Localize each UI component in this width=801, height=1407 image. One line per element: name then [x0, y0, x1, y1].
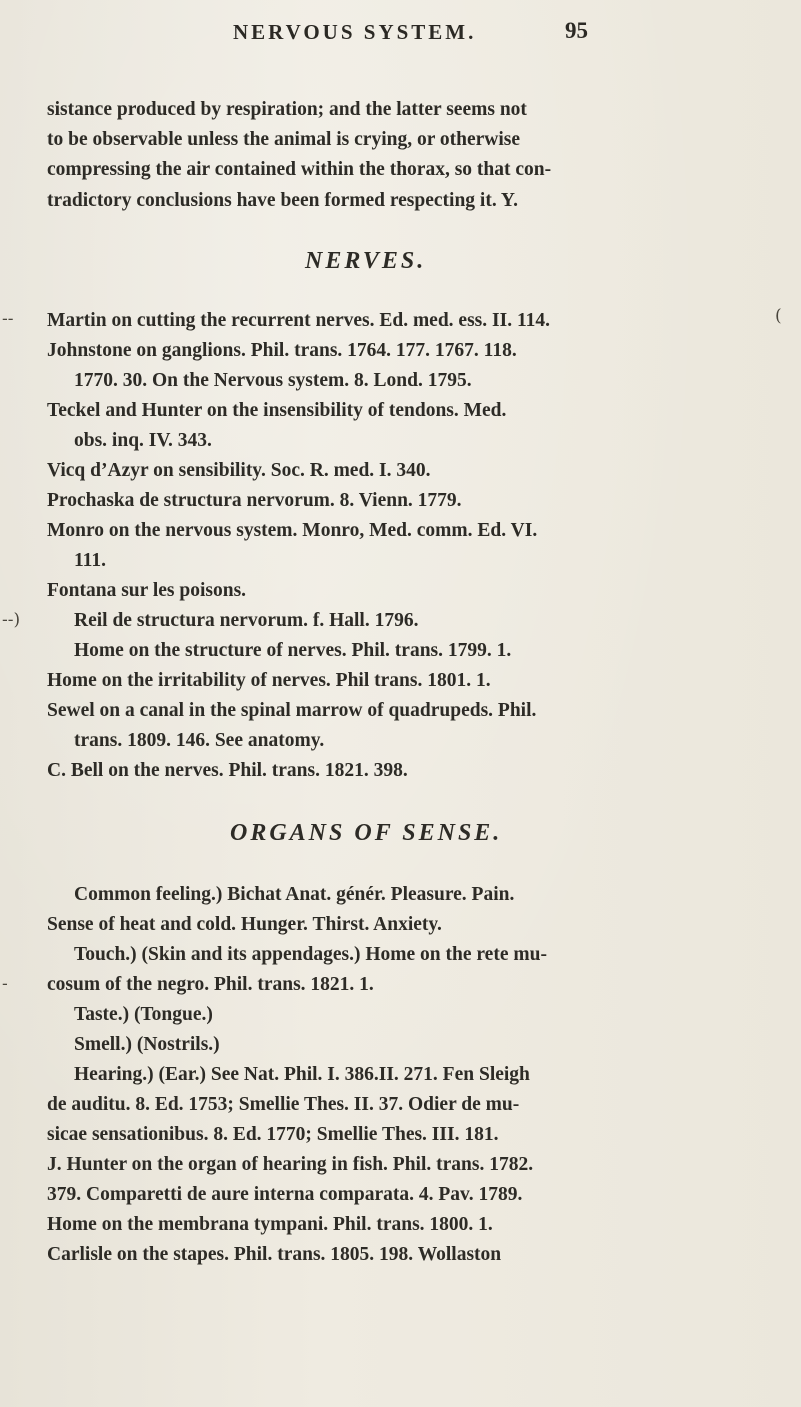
text-line: compressing the air contained within the thorax, so that con-: [47, 159, 552, 180]
page-number: 95: [565, 18, 588, 43]
reference-line: Teckel and Hunter on the insensibility of tendons. Med.: [47, 400, 507, 421]
page-header: [0, 14, 801, 54]
reference-line: Home on the structure of nerves. Phil. trans. 1799. 1.: [74, 640, 512, 661]
reference-line: Vicq d’Azyr on sensibility. Soc. R. med. I. 340.: [47, 460, 431, 481]
reference-line: C. Bell on the nerves. Phil. trans. 1821. 398.: [47, 760, 408, 781]
reference-line: Martin on cutting the recurrent nerves. Ed. med. ess. II. 114.: [47, 310, 550, 331]
reference-line: Touch.) (Skin and its appendages.) Home on the rete mu-: [74, 944, 547, 965]
reference-line: Home on the irritability of nerves. Phil trans. 1801. 1.: [47, 670, 491, 691]
reference-line: 379. Comparetti de aure interna comparata. 4. Pav. 1789.: [47, 1184, 523, 1205]
section-heading-organs-of-sense: ORGANS OF SENSE.: [230, 820, 503, 846]
reference-line: J. Hunter on the organ of hearing in fish. Phil. trans. 1782.: [47, 1154, 534, 1175]
margin-annotation-mark: ‐‐): [2, 610, 21, 630]
reference-line: Carlisle on the stapes. Phil. trans. 1805. 198. Wollaston: [47, 1244, 502, 1265]
reference-line: de auditu. 8. Ed. 1753; Smellie Thes. II. 37. Odier de mu-: [47, 1094, 520, 1115]
reference-line: Fontana sur les poisons.: [47, 580, 247, 601]
margin-annotation-mark: ‐: [2, 974, 8, 994]
reference-line: 1770. 30. On the Nervous system. 8. Lond. 1795.: [74, 370, 472, 391]
text-line: sistance produced by respiration; and the latter seems not: [47, 99, 527, 120]
reference-line: Taste.) (Tongue.): [74, 1004, 213, 1025]
reference-line: Johnstone on ganglions. Phil. trans. 1764. 177. 1767. 118.: [47, 340, 517, 361]
reference-line: sicae sensationibus. 8. Ed. 1770; Smellie Thes. III. 181.: [47, 1124, 499, 1145]
reference-line: Sewel on a canal in the spinal marrow of quadrupeds. Phil.: [47, 700, 537, 721]
reference-line: cosum of the negro. Phil. trans. 1821. 1.: [47, 974, 374, 995]
reference-line: Home on the membrana tympani. Phil. trans. 1800. 1.: [47, 1214, 493, 1235]
reference-line: Monro on the nervous system. Monro, Med. comm. Ed. VI.: [47, 520, 538, 541]
margin-annotation-mark: ‐‐: [2, 309, 14, 329]
reference-line: Smell.) (Nostrils.): [74, 1034, 220, 1055]
reference-line: 111.: [74, 550, 106, 571]
running-head: NERVOUS SYSTEM.: [233, 20, 477, 44]
reference-line: Prochaska de structura nervorum. 8. Vienn. 1779.: [47, 490, 462, 511]
reference-line: trans. 1809. 146. See anatomy.: [74, 730, 325, 751]
margin-annotation-mark: (: [775, 306, 782, 326]
reference-line: Common feeling.) Bichat Anat. génér. Pleasure. Pain.: [74, 884, 515, 905]
text-line: tradictory conclusions have been formed respecting it. Y.: [47, 190, 519, 211]
reference-line: obs. inq. IV. 343.: [74, 430, 212, 451]
reference-line: Hearing.) (Ear.) See Nat. Phil. I. 386.II. 271. Fen Sleigh: [74, 1064, 530, 1085]
reference-line: Reil de structura nervorum. f. Hall. 1796.: [74, 610, 419, 631]
reference-line: Sense of heat and cold. Hunger. Thirst. Anxiety.: [47, 914, 442, 935]
section-heading-nerves: NERVES.: [305, 248, 427, 274]
text-line: to be observable unless the animal is crying, or otherwise: [47, 129, 521, 150]
